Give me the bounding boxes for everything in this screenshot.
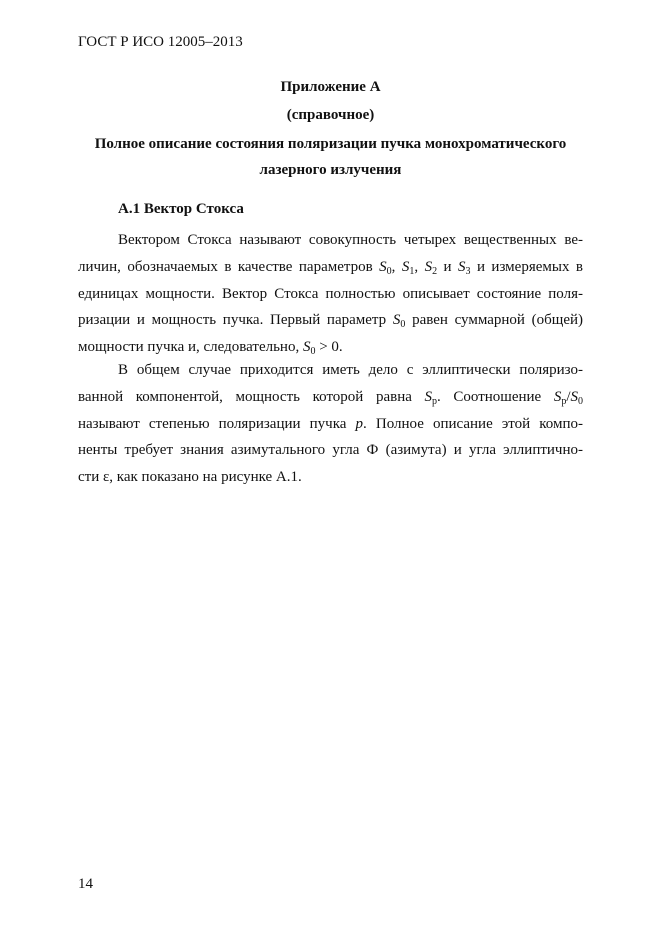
annex-heading-line1: Полное описание состояния поляризации пучка монохроматического [94,136,567,152]
annex-subtitle: (справочное) [286,107,375,123]
text-line: сти ε, как показано на рисунке А.1. [78,469,302,486]
text-line: ризации и мощность пучка. Первый параметр $S_0$ равен суммарной (общей) [78,312,584,331]
paragraph-elliptical-component [78,357,583,491]
text-line: ванной компонентой, мощность которой равна $S_p$. Соотношение $S_p/S_0$ [78,388,584,407]
text-line: называют степенью поляризации пучка p. Полное описание этой компо- [78,415,584,432]
annex-title: Приложение А [280,79,381,95]
section-title: А.1 Вектор Стокса [118,201,244,217]
text-line: личин, обозначаемых в качестве параметров $S_0$, $S_1$, $S_2$ и $S_3$ и измеряемых в [78,258,583,277]
text-line: единицах мощности. Вектор Стокса полностью описывает состояние поля- [78,285,583,302]
standard-code: ГОСТ Р ИСО 12005–2013 [78,34,243,50]
text-line: В общем случае приходится иметь дело с эллиптически поляризо- [118,362,583,378]
annex-heading-line2: лазерного излучения [259,162,402,178]
text-line: ненты требует знания азимутального угла Ф (азимута) и угла эллиптично- [78,442,583,459]
page-number: 14 [78,876,93,892]
text-line: Вектором Стокса называют совокупность четырех вещественных ве- [118,232,583,248]
text-line: мощности пучка и, следовательно, $S_0 > 0$. [78,339,343,358]
paragraph-stokes-definition [78,227,583,361]
